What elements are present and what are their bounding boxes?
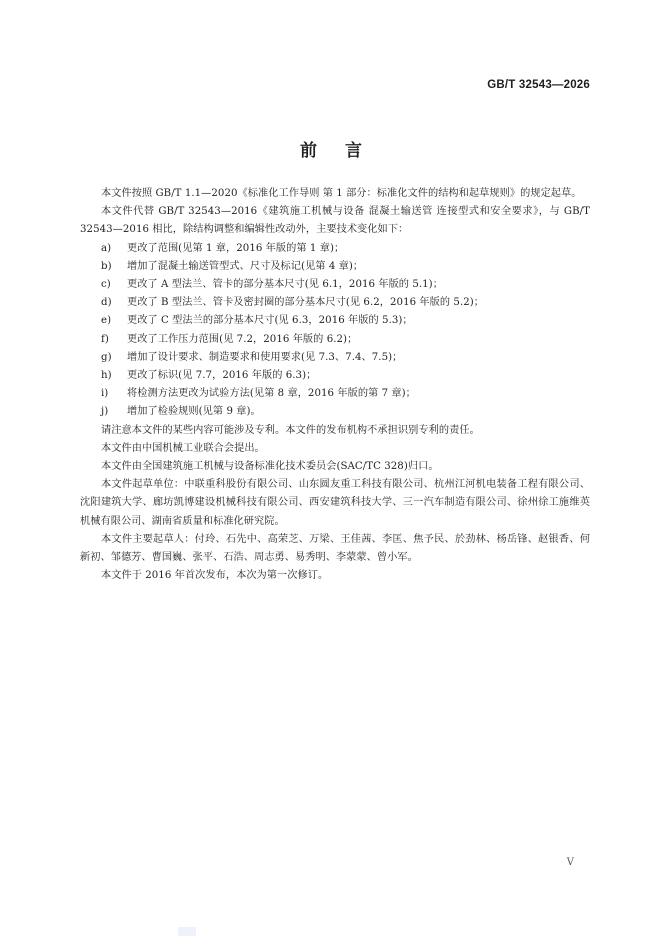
paragraph-managed-by: 本文件由全国建筑施工机械与设备标准化技术委员会(SAC/TC 328)归口。	[101, 461, 439, 473]
list-item-mark: g)	[101, 351, 112, 363]
list-item-mark: j)	[101, 406, 109, 418]
list-item-mark: d)	[101, 297, 112, 309]
list-item-mark: a)	[101, 242, 112, 254]
list-item-text: 更改了标识(见 7.7，2016 年版的 6.3)；	[127, 370, 317, 382]
paragraph-publication-history: 本文件于 2016 年首次发布，本次为第一次修订。	[101, 570, 329, 582]
list-item-mark: e)	[101, 315, 112, 327]
list-item-mark: c)	[101, 279, 111, 291]
list-item	[80, 276, 590, 294]
list-item-text: 更改了 B 型法兰、管卡及密封圈的部分基本尺寸(见 6.2，2016 年版的 5.2)；	[127, 297, 485, 309]
list-item-text: 更改了范围(见第 1 章，2016 年版的第 1 章)；	[127, 242, 345, 254]
foreword-body	[80, 185, 590, 585]
list-item	[80, 403, 590, 421]
list-item	[80, 258, 590, 276]
paragraph-drafting-basis: 本文件按照 GB/T 1.1—2020《标准化工作导则 第 1 部分：标准化文件的结构和起草规则》的规定起草。	[101, 188, 582, 199]
list-item-text: 更改了工作压力范围(见 7.2，2016 年版的 6.2)；	[127, 333, 358, 345]
list-item-text: 增加了设计要求、制造要求和使用要求(见 7.3、7.4、7.5)；	[127, 351, 403, 363]
change-list	[80, 240, 590, 422]
list-item	[80, 385, 590, 403]
list-item-text: 增加了检验规则(见第 9 章)。	[127, 406, 261, 418]
list-item	[80, 367, 590, 385]
page-title: 前言	[300, 141, 390, 161]
list-item-mark: i)	[101, 388, 109, 400]
list-item-mark: b)	[101, 260, 112, 272]
list-item	[80, 240, 590, 258]
list-item	[80, 312, 590, 330]
page-number: V	[566, 857, 574, 868]
list-item-mark: f)	[101, 333, 109, 345]
scan-mark	[178, 927, 196, 936]
list-item	[80, 294, 590, 312]
list-item-text: 将检测方法更改为试验方法(见第 8 章，2016 年版的第 7 章)；	[127, 388, 416, 400]
list-item-mark: h)	[101, 370, 112, 382]
list-item-text: 更改了 A 型法兰、管卡的部分基本尺寸(见 6.1，2016 年版的 5.1)；	[127, 279, 443, 291]
list-item-text: 增加了混凝土输送管型式、尺寸及标记(见第 4 章)；	[127, 260, 364, 272]
paragraph-drafting-organizations: 本文件起草单位：中联重科股份有限公司、山东圆友重工科技有限公司、杭州江河机电装备工程有限公司、沈阳建筑大学、廊坊凯博建设机械科技有限公司、西安建筑科技大学、三一汽车制造有限公司、徐州徐工施维英机械有限公司、湖南省质量和标准化研究院。	[80, 479, 590, 527]
list-item	[80, 331, 590, 349]
paragraph-drafters: 本文件主要起草人：付玲、石先中、高荣芝、万梁、王佳茜、李匡、焦予民、於劲林、杨岳锋、赵银香、何新初、邹德芳、曹国巍、张平、石浩、周志勇、易秀明、李蒙蒙、曾小军。	[80, 533, 590, 564]
paragraph-proposed-by: 本文件由中国机械工业联合会提出。	[101, 442, 265, 454]
paragraph-replacement: 本文件代替 GB/T 32543—2016《建筑施工机械与设备 混凝土输送管 连接型式和安全要求》，与 GB/T 32543—2016 相比，除结构调整和编辑性改动外，主要技术变化如下：	[80, 206, 590, 236]
list-item	[80, 349, 590, 367]
standard-code: GB/T 32543—2026	[487, 79, 590, 91]
paragraph-patent-notice: 请注意本文件的某些内容可能涉及专利。本文件的发布机构不承担识别专利的责任。	[101, 424, 480, 436]
list-item-text: 更改了 C 型法兰的部分基本尺寸(见 6.3，2016 年版的 5.3)；	[127, 315, 413, 327]
